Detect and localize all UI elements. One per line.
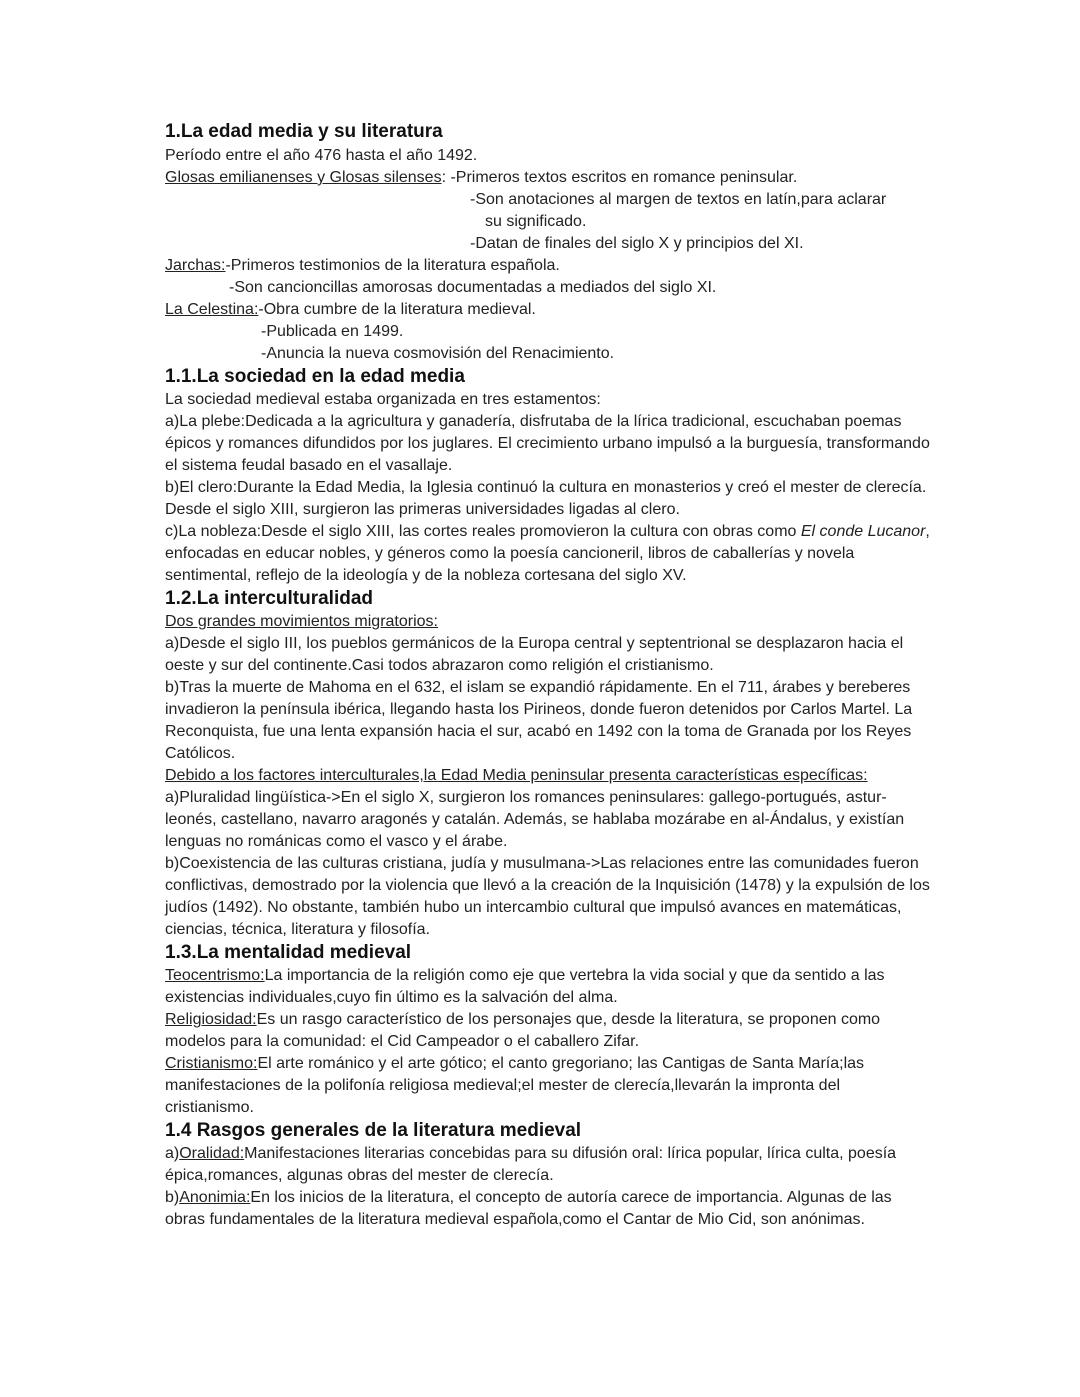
religiosidad-label: Religiosidad: (165, 1011, 257, 1028)
glosas-label: Glosas emilianenses y Glosas silenses (165, 169, 442, 186)
coexistencia-culturas: b)Coexistencia de las culturas cristiana, judía y musulmana->Las relaciones entre las comunidades fueron conflictivas, demostrado por la violencia que llevó a la creación de la Inquisición (1478) y la expulsión de los judíos (1492). No obstante, también hubo un intercambio cultural que impulsó avances en matemáticas, ciencias, técnica, literatura y filosofía. (165, 855, 930, 938)
nobleza-book-title: El conde Lucanor (800, 523, 926, 540)
jarchas-item-1: -Primeros testimonios de la literatura española. (225, 257, 560, 274)
cristianismo-text: El arte románico y el arte gótico; el canto gregoriano; las Cantigas de Santa María;las manifestaciones de la polifonía religiosa medieval;el mester de clerecía,llevarán la impronta del cristianismo. (165, 1055, 865, 1116)
migracion-germanica: a)Desde el siglo III, los pueblos germánicos de la Europa central y septentrional se desplazaron hacia el oeste y sur del continente.Casi todos abrazaron como religión el cristianismo. (165, 635, 904, 674)
celestina-item-3: -Anuncia la nueva cosmovisión del Renacimiento. (261, 345, 615, 362)
religiosidad-paragraph (165, 1009, 930, 1053)
oralidad-paragraph (165, 1143, 930, 1187)
glosas-item-3: -Datan de finales del siglo X y principios del XI. (470, 235, 804, 252)
celestina-item-2: -Publicada en 1499. (261, 323, 404, 340)
jarchas-label: Jarchas: (165, 257, 226, 274)
anonimia-prefix: b) (165, 1189, 180, 1206)
jarchas-line-1 (165, 255, 930, 277)
anonimia-text: En los inicios de la literatura, el concepto de autoría carece de importancia. Algunas de las obras fundamentales de la literatura medieval española,como el Cantar de Mio Cid, son anónimas. (165, 1189, 892, 1228)
oralidad-prefix: a) (165, 1145, 180, 1162)
glosas-item-2: -Son anotaciones al margen de textos en latín,para aclarar (470, 191, 887, 208)
teocentrismo-text: La importancia de la religión como eje que vertebra la vida social y que da sentido a las existencias individuales,cuyo fin último es la salvación del alma. (165, 967, 885, 1006)
migracion-islam: b)Tras la muerte de Mahoma en el 632, el islam se expandió rápidamente. En el 711, árabes y bereberes invadieron la península ibérica, llegando hasta los Pirineos, donde fueron detenidos por Carlos Martel. La Reconquista, fue una lenta expansión hacia el sur, acabó en 1492 con la toma de Granada por los Reyes Católicos. (165, 679, 913, 762)
jarchas-item-2: -Son cancioncillas amorosas documentadas a mediados del siglo XI. (229, 279, 717, 296)
section-1-title: 1.La edad media y su literatura (165, 121, 443, 142)
celestina-label: La Celestina: (165, 301, 259, 318)
periodo-text: Período entre el año 476 hasta el año 1492. (165, 147, 478, 164)
glosas-line-1 (165, 167, 930, 189)
nobleza-text-pre: c)La nobleza:Desde el siglo XIII, las cortes reales promovieron la cultura con obras como (165, 523, 801, 540)
sociedad-plebe: a)La plebe:Dedicada a la agricultura y ganadería, disfrutaba de la lírica tradicional, escuchaban poemas épicos y romances difundidos por los juglares. El crecimiento urbano impulsó a la burguesía, transformando el sistema feudal basado en el vasallaje. (165, 413, 930, 474)
section-1-4-title: 1.4 Rasgos generales de la literatura medieval (165, 1120, 582, 1141)
sociedad-nobleza (165, 521, 930, 587)
sociedad-clero: b)El clero:Durante la Edad Media, la Iglesia continuó la cultura en monasterios y creó el mester de clerecía. Desde el siglo XIII, surgieron las primeras universidades ligadas al clero. (165, 479, 927, 518)
section-1-2-title: 1.2.La interculturalidad (165, 588, 373, 609)
section-1-1-title: 1.1.La sociedad en la edad media (165, 366, 465, 387)
oralidad-text: Manifestaciones literarias concebidas para su difusión oral: lírica popular, lírica culta, poesía épica,romances, algunas obras del mester de clerecía. (165, 1145, 897, 1184)
sociedad-intro: La sociedad medieval estaba organizada en tres estamentos: (165, 391, 601, 408)
migraciones-subtitle: Dos grandes movimientos migratorios: (165, 613, 438, 630)
anonimia-label: Anonimia: (179, 1189, 251, 1206)
anonimia-paragraph (165, 1187, 930, 1231)
glosas-item-1: -Primeros textos escritos en romance peninsular. (450, 169, 798, 186)
pluralidad-linguistica: a)Pluralidad lingüística->En el siglo X, surgieron los romances peninsulares: gallego-portugués, astur-leonés, castellano, navarro aragonés y catalán. Además, se hablaba mozárabe en al-Ándalus, y existían lenguas no románicas como el vasco y el árabe. (165, 789, 905, 850)
celestina-item-1: -Obra cumbre de la literatura medieval. (258, 301, 536, 318)
glosas-sep: : (441, 169, 451, 186)
cristianismo-label: Cristianismo: (165, 1055, 258, 1072)
teocentrismo-paragraph (165, 965, 930, 1009)
factores-subtitle: Debido a los factores interculturales,la Edad Media peninsular presenta características específicas: (165, 767, 868, 784)
nobleza-text-post: , enfocadas en educar nobles, y géneros como la poesía cancioneril, libros de caballerías y novela sentimental, reflejo de la ideología y de la nobleza cortesana del siglo XV. (165, 523, 930, 584)
celestina-line-1 (165, 299, 930, 321)
glosas-item-2-cont: su significado. (485, 213, 587, 230)
teocentrismo-label: Teocentrismo: (165, 967, 265, 984)
cristianismo-paragraph (165, 1053, 930, 1119)
section-1-3-title: 1.3.La mentalidad medieval (165, 942, 412, 963)
oralidad-label: Oralidad: (179, 1145, 245, 1162)
religiosidad-text: Es un rasgo característico de los personajes que, desde la literatura, se proponen como modelos para la comunidad: el Cid Campeador o el caballero Zifar. (165, 1011, 881, 1050)
